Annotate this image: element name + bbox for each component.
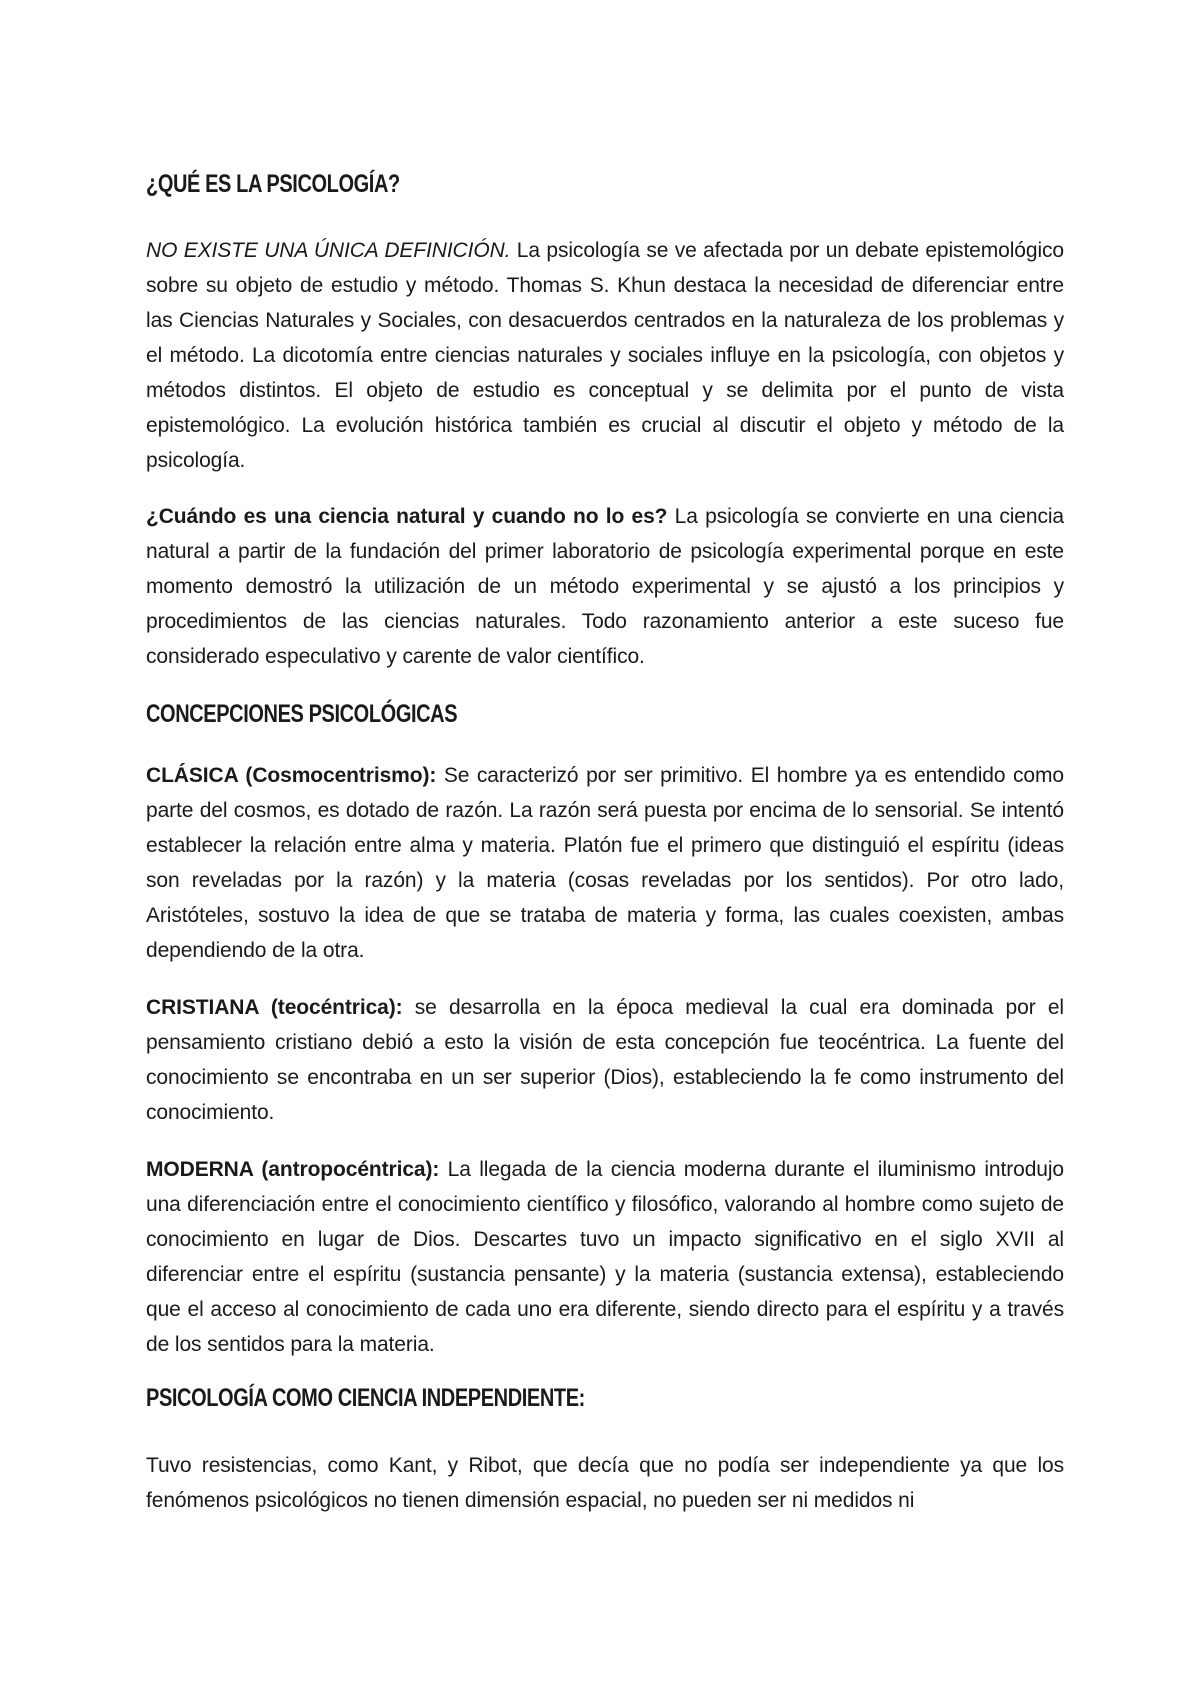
moderna-text: La llegada de la ciencia moderna durante el iluminismo introdujo una diferenciación entre el conocimiento científico y filosófico, valorando al hombre como sujeto de conocimiento en lugar de Dios. Descartes tuvo un impacto significativo en el siglo XVII al diferenciar entre el espíritu (sustancia pensante) y la materia (sustancia extensa), estableciendo que el acceso al conocimiento de cada uno era diferente, siendo directo para el espíritu y a través de los sentidos para la materia. — [146, 1158, 1064, 1356]
question-text: La psicología se convierte en una ciencia natural a partir de la fundación del primer laboratorio de psicología experimental porque en este momento demostró la utilización de un método experimental y se ajustó a los principios y procedimientos de las ciencias naturales. Todo razonamiento anterior a este suceso fue considerado especulativo y carente de valor científico. — [146, 505, 1064, 668]
document-page — [146, 168, 1064, 1518]
paragraph-moderna — [146, 1152, 1064, 1362]
intro-text: La psicología se ve afectada por un debate epistemológico sobre su objeto de estudio y método. Thomas S. Khun destaca la necesidad de diferenciar entre las Ciencias Naturales y Sociales, con desacuerdos centrados en la naturaleza de los problemas y el método. La dicotomía entre ciencias naturales y sociales influye en la psicología, con objetos y métodos distintos. El objeto de estudio es conceptual y se delimita por el punto de vista epistemológico. La evolución histórica también es crucial al discutir el objeto y método de la psicología. — [146, 239, 1065, 472]
paragraph-intro — [146, 233, 1064, 478]
cristiana-text: se desarrolla en la época medieval la cual era dominada por el pensamiento cristiano debió a esto la visión de esta concepción fue teocéntrica. La fuente del conocimiento se encontraba en un ser superior (Dios), estableciendo la fe como instrumento del conocimiento. — [146, 996, 1064, 1124]
clasica-lead: CLÁSICA (Cosmocentrismo): — [146, 764, 437, 787]
paragraph-ciencia-natural — [146, 499, 1064, 674]
clasica-text: Se caracterizó por ser primitivo. El hombre ya es entendido como parte del cosmos, es dotado de razón. La razón será puesta por encima de lo sensorial. Se intentó establecer la relación entre alma y materia. Platón fue el primero que distinguió el espíritu (ideas son reveladas por la razón) y la materia (cosas reveladas por los sentidos). Por otro lado, Aristóteles, sostuvo la idea de que se trataba de materia y forma, las cuales coexisten, ambas dependiendo de la otra. — [146, 764, 1064, 962]
moderna-lead: MODERNA (antropocéntrica): — [146, 1158, 440, 1181]
heading-psicologia-ciencia-independiente: PSICOLOGÍA COMO CIENCIA INDEPENDIENTE: — [146, 1384, 585, 1412]
question-lead: ¿Cuándo es una ciencia natural y cuando no lo es? — [146, 505, 668, 528]
heading-que-es-la-psicologia: ¿QUÉ ES LA PSICOLOGÍA? — [146, 170, 400, 198]
paragraph-independiente: Tuvo resistencias, como Kant, y Ribot, que decía que no podía ser independiente ya que los fenómenos psicológicos no tienen dimensión espacial, no pueden ser ni medidos ni — [146, 1454, 1064, 1512]
intro-lead: NO EXISTE UNA ÚNICA DEFINICIÓN. — [146, 239, 511, 262]
paragraph-clasica — [146, 758, 1064, 968]
cristiana-lead: CRISTIANA (teocéntrica): — [146, 996, 403, 1019]
paragraph-cristiana — [146, 990, 1064, 1130]
heading-concepciones-psicologicas: CONCEPCIONES PSICOLÓGICAS — [146, 700, 458, 728]
